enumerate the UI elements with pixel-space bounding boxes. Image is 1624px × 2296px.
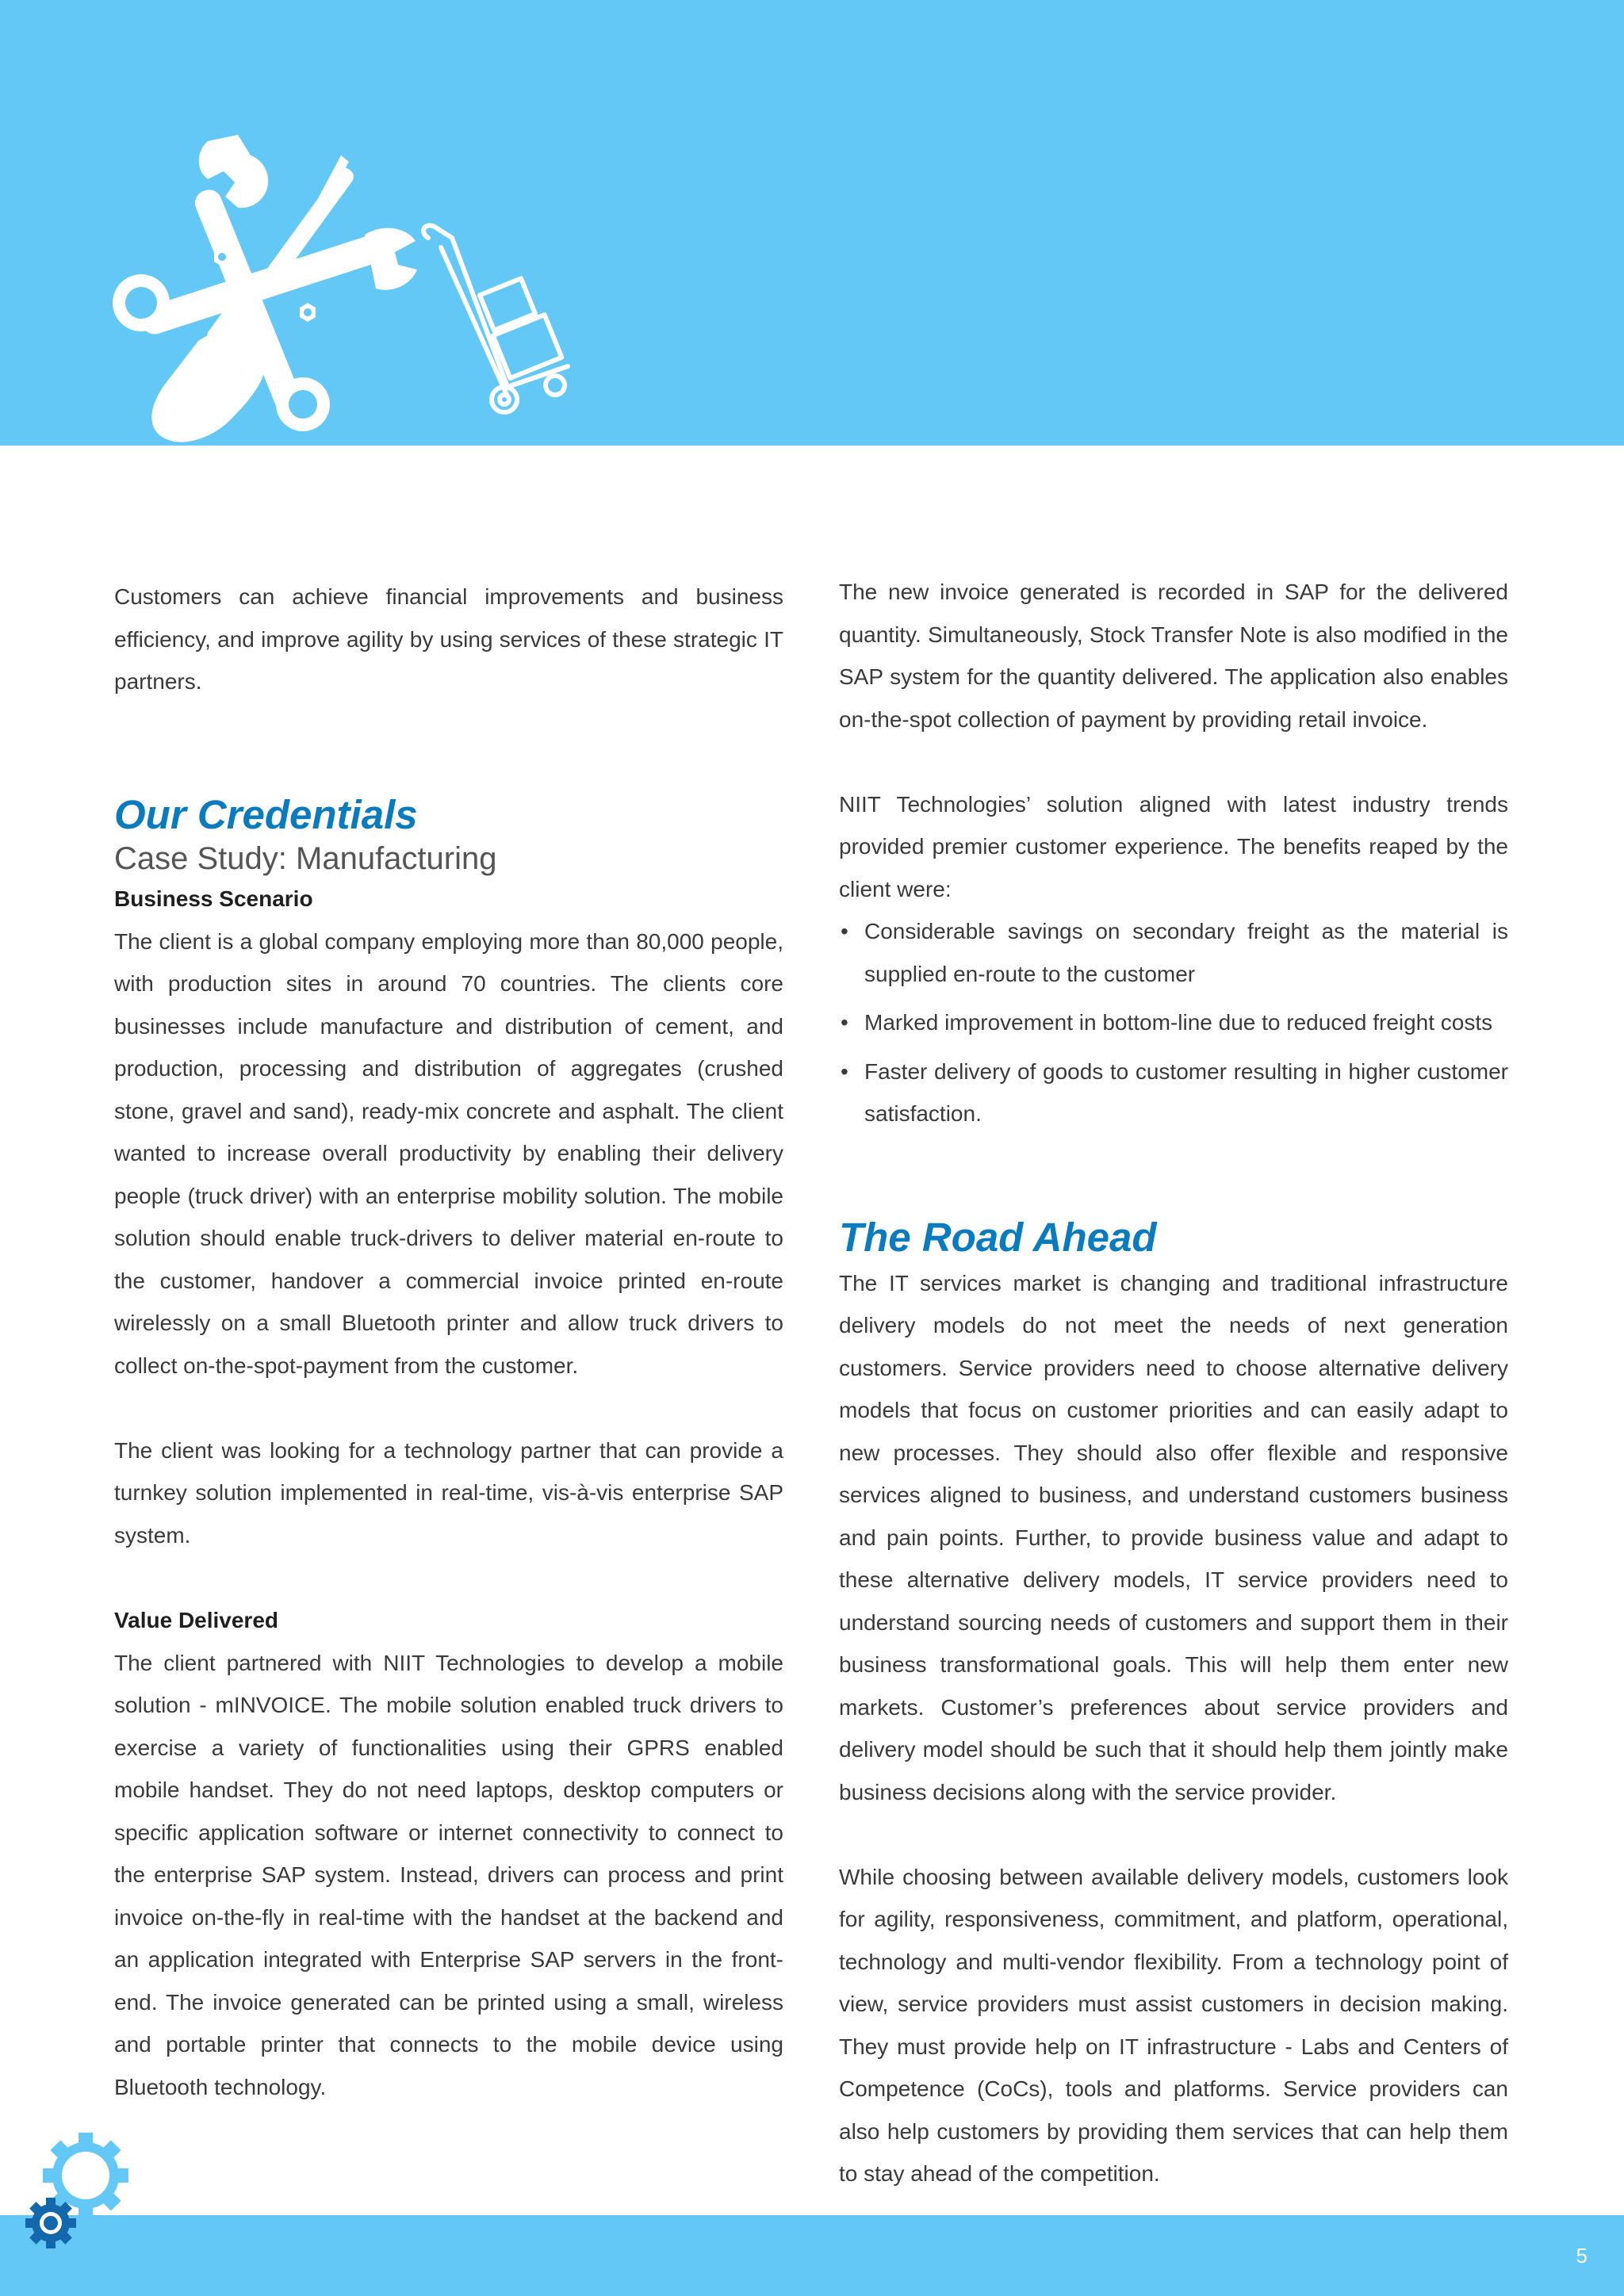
list-item: • Faster delivery of goods to customer resulting in higher customer satisfaction. [839,1050,1508,1135]
solution-paragraph: NIIT Technologies’ solution aligned with latest industry trends provided premier customer experience. The benefits reaped by the client were: [839,791,1508,901]
tools-illustration [0,0,1624,446]
road-ahead-paragraph-2: While choosing between available delivery models, customers look for agility, responsiveness, commitment, and platform, operational, technology and multi-vendor flexibility. From a technology point of view, service providers must assist customers in decision making. They must provide help on IT infrastructure - Labs and Centers of Competence (CoCs), tools and platforms. Service providers can also help customers by providing them services that can help them to stay ahead of the competition. [839,1864,1508,2186]
invoice-paragraph: The new invoice generated is recorded in SAP for the delivered quantity. Simultaneously, Stock Transfer Note is also modified in the SAP system for the quantity delivered. The application also enables on-the-spot collection of payment by providing retail invoice. [839,580,1508,732]
bullet-icon: • [841,1058,848,1084]
value-delivered-label: Value Delivered [114,1607,279,1632]
bullet-icon: • [841,1010,848,1035]
case-study-title: Case Study: Manufacturing [114,840,497,876]
intro-paragraph: Customers can achieve financial improvements and business efficiency, and improve agility by using services of these strategic IT partners. [114,584,783,694]
list-item: • Marked improvement in bottom-line due to reduced freight costs [839,1001,1508,1044]
footer-bar [0,2215,1624,2296]
value-delivered-paragraph: The client partnered with NIIT Technologies to develop a mobile solution - mINVOICE. The mobile solution enabled truck drivers to exercise a variety of functionalities using their GPRS enabled mobile handset. They do not need laptops, desktop computers or specific application software or internet connectivity to connect to the enterprise SAP system. Instead, drivers can process and print invoice on-the-fly in real-time with the handset at the backend and an application integrated with Enterprise SAP servers in the front-end. The invoice generated can be printed using a small, wireless and portable printer that connects to the mobile device using Bluetooth technology. [114,1650,783,2099]
road-ahead-paragraph-1: The IT services market is changing and traditional infrastructure delivery models do not meet the needs of next generation customers. Service providers need to choose alternative delivery models that focus on customer priorities and can easily adapt to new processes. They should also offer flexible and responsive services aligned to business, and understand customers business and pain points. Further, to provide business value and adapt to these alternative delivery models, IT service providers need to understand sourcing needs of customers and support them in their business transformational goals. This will help them enter new markets. Customer’s preferences about service providers and delivery model should be such that it should help them jointly make business decisions along with the service provider. [839,1270,1508,1804]
business-scenario-label: Business Scenario [114,886,313,911]
business-scenario-paragraph: The client is a global company employing more than 80,000 people, with production sites in around 70 countries. The clients core businesses include manufacture and distribution of cement, and production, processing and distribution of aggregates (crushed stone, gravel and sand), ready-mix concrete and asphalt. The client wanted to increase overall productivity by enabling their delivery people (truck driver) with an enterprise mobility solution. The mobile solution should enable truck-drivers to deliver material en-route to the customer, handover a commercial invoice printed en-route wirelessly on a small Bluetooth printer and allow truck drivers to collect on-the-spot-payment from the customer. [114,928,783,1378]
benefits-list [839,910,1508,1135]
list-item: • Considerable savings on secondary freight as the material is supplied en-route to the customer [839,910,1508,995]
road-ahead-heading: The Road Ahead [839,1214,1157,1260]
bullet-icon: • [841,919,848,943]
partner-paragraph: The client was looking for a technology partner that can provide a turnkey solution implemented in real-time, vis-à-vis enterprise SAP system. [114,1437,783,1548]
page-number: 5 [1576,2244,1588,2267]
gear-icon [21,2131,140,2250]
credentials-heading: Our Credentials [114,791,418,837]
header-banner [0,0,1624,446]
right-column [839,571,1508,2195]
left-column [114,571,783,2108]
hand-truck-icon [423,225,568,412]
